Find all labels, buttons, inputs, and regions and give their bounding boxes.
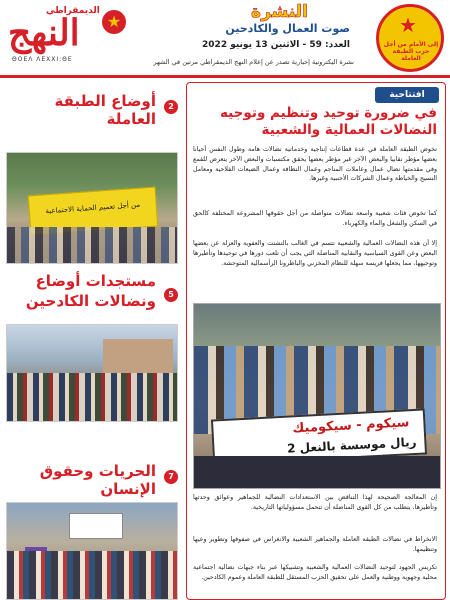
crowd-figures xyxy=(7,551,178,599)
article-paragraph: إن المعالجة الصحيحة لهذا التناقض بين الاستعدادات النضالية للجماهير وعوائق وحدتها وتأطيرها، يتطلب من كل القوى المناضلة أن تتحمل مسؤولياتها التاريخية. xyxy=(193,494,437,511)
bulletin-subtitle: صوت العمال والكادحين xyxy=(225,22,350,35)
article-paragraph: الانخراط في نضالات الطبقة العاملة والجماهير الشعبية والانغراس في صفوفها وتطوير وعيها وتنظيمها. xyxy=(193,536,437,553)
article-title[interactable]: في ضرورة توحيد وتنظيم وتوجيه النضالات العمالية والشعبية xyxy=(219,105,437,138)
article-photo-protest[interactable] xyxy=(193,303,441,489)
article-paragraph: إلا أن هذه النضالات العمالية والشعبية تتسم في الغالب بالتشتت والعفوية والعزلة عن بعضها البعض وعن القوى السياسية والنقابية المناضلة التي يجب أن تلعب دورها في توحيدها وتأطيرها وتوجيهها، مما يجعلها فريسة سهلة للنظام المخزني والباطرونا الرأسمالية المتوحشة. xyxy=(193,240,437,267)
masthead xyxy=(0,0,450,78)
article-paragraph: كما تخوض فئات شعبية واسعة نضالات متواصلة من أجل حقوقها المشروعة المختلفة كالحق في السكن والشغل والماء والكهرباء. xyxy=(193,210,437,227)
emblem-text: إلى الأمام من أجل حزب الطبقة العاملة xyxy=(383,41,439,63)
section-title-working-class[interactable]: أوضاع الطبقة العاملة xyxy=(54,92,156,128)
crowd-figures xyxy=(7,227,178,263)
newspaper-logo[interactable] xyxy=(6,6,126,68)
logo-title: النهج xyxy=(8,12,80,54)
party-emblem xyxy=(376,4,444,72)
photo-shadow-area xyxy=(194,456,441,488)
section-number-badge: 5 xyxy=(164,288,178,302)
masthead-center xyxy=(132,0,372,78)
section-number-badge: 2 xyxy=(164,100,178,114)
section-photo-human-rights[interactable] xyxy=(6,502,178,600)
sign-text-line2: ريال موسسة بالنعل 2 xyxy=(286,434,417,456)
logo-small-text: الديمقراطي xyxy=(46,6,100,16)
logo-tifinagh-text: ΘOEΛ ΛΕΧΧΙ:ΘΕ xyxy=(12,56,73,63)
banner-text: من أجل تعميم الحماية الاجتماعية xyxy=(45,200,141,216)
article-paragraph: تخوض الطبقة العاملة في عدة قطاعات إنتاجية وخدماتية نضالات هامة وطول النفس أحيانا بعضها مؤطر نقابيا والبعض الآخر غير مؤطر بعضها يحقق مكتسبات والبعض الآخر يتعرض للقمع وفي مقدمتها نضال عمال وعاملات المناجم وعمال النظافة وعمال الضيعات الفلاحية ومعامل النسيج والخياطة وعمال الشركات الأجنبية وغيرها. xyxy=(193,146,437,183)
section-photo-working-class[interactable] xyxy=(6,152,178,264)
sign-text-line1: سيكوم - سيكوميك xyxy=(292,415,410,437)
sections-column xyxy=(0,82,184,600)
star-icon: ★ xyxy=(102,10,126,34)
section-title-toilers[interactable]: مستجدات أوضاع ونضالات الكادحين xyxy=(25,272,156,310)
emblem-star-icon: ★ xyxy=(399,13,417,37)
issue-info: العدد: 59 - الاثنين 13 يونيو 2022 xyxy=(202,40,350,50)
protest-sign xyxy=(69,513,123,539)
editorial-tag: افتتاحية xyxy=(375,87,439,103)
section-title-human-rights[interactable]: الحريات وحقوق الإنسان xyxy=(39,462,156,498)
section-number-badge: 7 xyxy=(164,470,178,484)
bulletin-description: نشرة اليكترونية إخبارية تصدر عن إعلام النهج الديمقراطي مرتين في الشهر xyxy=(153,58,354,66)
crowd-figures xyxy=(7,373,178,421)
bulletin-title: النشرة xyxy=(250,2,308,22)
editorial-article xyxy=(186,82,446,600)
section-photo-toilers[interactable] xyxy=(6,324,178,422)
article-paragraph: تكريس الجهود لتوحيد النضالات العمالية والشعبية وتشبيكها عبر بناء جبهات نضالية اجتماعية محلية وجهوية ووطنية والعمل على تحقيق الحزب المستقل للطبقة العاملة وعموم الكادحين. xyxy=(193,564,437,581)
